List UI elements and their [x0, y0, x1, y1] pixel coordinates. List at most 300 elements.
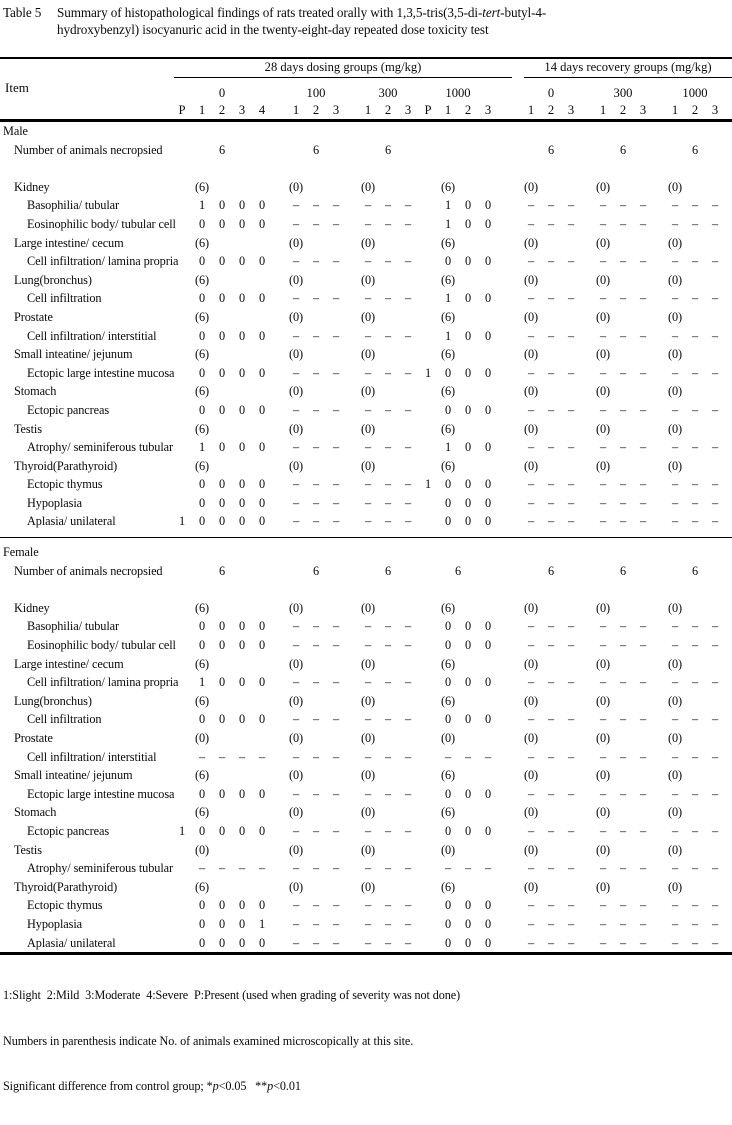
table-row [0, 878, 732, 897]
cell: 0 [198, 365, 206, 380]
cell: – [547, 477, 555, 492]
cell: (6) [440, 179, 456, 194]
cell: – [619, 254, 627, 269]
cell: (6) [194, 384, 210, 399]
cell: 0 [238, 823, 246, 838]
cell: – [527, 898, 535, 913]
table-row [0, 382, 732, 401]
cell: – [312, 749, 320, 764]
cell: 6 [547, 563, 555, 578]
cell: 6 [384, 563, 392, 578]
cell: – [404, 216, 412, 231]
cell: – [527, 861, 535, 876]
cell: – [599, 514, 607, 529]
cell: 0 [444, 823, 452, 838]
cell: 0 [258, 495, 266, 510]
cell: 0 [218, 823, 226, 838]
cell: – [527, 477, 535, 492]
row-label: Kidney [14, 179, 50, 194]
cell: – [404, 495, 412, 510]
cell: – [547, 365, 555, 380]
cell: – [547, 638, 555, 653]
row-label: Cell infiltration/ lamina propria [27, 254, 179, 269]
cell: – [404, 823, 412, 838]
cell: – [527, 638, 535, 653]
cell: – [619, 823, 627, 838]
cell: – [567, 402, 575, 417]
cell: (0) [595, 842, 611, 857]
cell: (0) [595, 458, 611, 473]
table-row [0, 494, 732, 513]
cell: 0 [218, 402, 226, 417]
row-label: Eosinophilic body/ tubular cell [27, 216, 176, 231]
cell: – [312, 495, 320, 510]
cell: – [384, 916, 392, 931]
subcol-label: 3 [639, 103, 647, 117]
cell: – [312, 477, 320, 492]
cell: (0) [194, 731, 210, 745]
cell: – [691, 638, 699, 653]
dose-label: 1000 [682, 86, 708, 100]
cell: 0 [484, 916, 492, 931]
cell: (6) [440, 272, 456, 287]
footnote-grading: 1:Slight 2:Mild 3:Moderate 4:Severe P:Present (used when grading of severity was not done) [3, 988, 461, 1003]
cell: – [691, 440, 699, 455]
cell: – [691, 495, 699, 510]
table-row [0, 710, 732, 729]
cell: – [639, 254, 647, 269]
cell: – [711, 916, 719, 931]
cell: – [639, 823, 647, 838]
cell: (0) [523, 384, 539, 399]
cell: – [711, 198, 719, 213]
row-label: Hypoplasia [27, 916, 83, 931]
cell: (6) [440, 384, 456, 399]
cell: 0 [484, 198, 492, 213]
cell: – [292, 638, 300, 653]
cell: – [444, 749, 452, 764]
dose-label: 0 [547, 86, 555, 100]
cell: (0) [288, 693, 304, 708]
cell: – [312, 916, 320, 931]
table-row [0, 785, 732, 804]
cell: 0 [198, 216, 206, 231]
subcol-label: P [178, 103, 186, 117]
cell: – [404, 619, 412, 634]
cell: (6) [440, 458, 456, 473]
cell: 0 [444, 898, 452, 913]
cell: – [364, 619, 372, 634]
cell: – [671, 365, 679, 380]
row-label: Ectopic pancreas [27, 823, 110, 838]
cell: – [671, 216, 679, 231]
cell: (0) [360, 384, 376, 399]
cell: – [671, 328, 679, 343]
cell: – [364, 712, 372, 727]
table-row [0, 599, 732, 618]
cell: – [599, 216, 607, 231]
cell: – [599, 365, 607, 380]
cell: (0) [288, 768, 304, 783]
cell: 0 [198, 898, 206, 913]
cell: – [292, 749, 300, 764]
cell: (0) [595, 235, 611, 250]
table-row [0, 327, 732, 346]
cell: 0 [198, 495, 206, 510]
cell: – [384, 216, 392, 231]
cell: – [567, 786, 575, 801]
cell: (6) [440, 347, 456, 362]
cell: – [527, 823, 535, 838]
cell: – [332, 365, 340, 380]
cell: (0) [523, 458, 539, 473]
cell: 0 [258, 935, 266, 950]
cell: (6) [440, 309, 456, 324]
subcol-label: 3 [567, 103, 575, 117]
cell: 0 [238, 495, 246, 510]
cell: – [691, 861, 699, 876]
cell: 0 [484, 619, 492, 634]
cell: – [292, 440, 300, 455]
cell: (0) [523, 309, 539, 324]
cell: 0 [258, 619, 266, 634]
cell: – [527, 440, 535, 455]
row-label: Eosinophilic body/ tubular cell [27, 638, 176, 653]
cell: – [639, 198, 647, 213]
cell: – [711, 495, 719, 510]
cell: (0) [595, 272, 611, 287]
table-row [0, 748, 732, 767]
cell: 6 [312, 563, 320, 578]
cell: – [639, 916, 647, 931]
dose-row [0, 85, 725, 101]
table-row [0, 934, 732, 953]
cell: – [332, 898, 340, 913]
cell: (0) [523, 879, 539, 894]
cell: – [599, 291, 607, 306]
cell: – [619, 328, 627, 343]
cell: – [527, 495, 535, 510]
cell: – [332, 440, 340, 455]
cell: – [404, 477, 412, 492]
cell: 0 [464, 916, 472, 931]
cell: (0) [667, 656, 683, 671]
cell: – [332, 619, 340, 634]
cell: – [384, 898, 392, 913]
cell: 1 [424, 365, 432, 380]
cell: – [527, 254, 535, 269]
cell: – [639, 935, 647, 950]
table-title-line1: Summary of histopathological findings of rats treated orally with 1,3,5-tris(3,5-di-tert-butyl-4- [57, 5, 547, 20]
cell: (0) [523, 600, 539, 615]
cell: (0) [667, 309, 683, 324]
cell: 0 [444, 619, 452, 634]
cell: – [639, 495, 647, 510]
table-row [0, 178, 732, 197]
cell: – [671, 495, 679, 510]
recovery-groups-header: 14 days recovery groups (mg/kg) [524, 60, 732, 78]
cell: – [711, 786, 719, 801]
cell: (0) [360, 693, 376, 708]
row-label: Ectopic pancreas [27, 402, 110, 417]
cell: – [332, 916, 340, 931]
table-row [0, 475, 732, 494]
cell: 0 [484, 495, 492, 510]
section-row [0, 543, 732, 562]
cell: – [364, 898, 372, 913]
cell: – [619, 675, 627, 690]
cell: – [671, 823, 679, 838]
cell: 0 [198, 712, 206, 727]
cell: – [639, 216, 647, 231]
cell: (6) [440, 693, 456, 708]
row-label: Cell infiltration/ lamina propria [27, 675, 179, 690]
row-label: Stomach [14, 384, 57, 399]
cell: (0) [523, 842, 539, 857]
cell: – [547, 440, 555, 455]
cell: (0) [667, 879, 683, 894]
cell: – [639, 675, 647, 690]
cell: – [384, 402, 392, 417]
cell: 0 [258, 638, 266, 653]
cell: – [527, 619, 535, 634]
cell: – [527, 749, 535, 764]
cell: – [691, 254, 699, 269]
cell: – [547, 898, 555, 913]
table-row [0, 457, 732, 476]
cell: 0 [258, 514, 266, 529]
cell: 0 [258, 786, 266, 801]
table-row [0, 636, 732, 655]
cell: 0 [258, 477, 266, 492]
cell: – [364, 823, 372, 838]
cell: (0) [523, 272, 539, 287]
cell: – [364, 365, 372, 380]
cell: – [464, 749, 472, 764]
cell: – [671, 198, 679, 213]
footnote-significance: Significant difference from control group; *p<0.05 **p<0.01 [3, 1079, 301, 1094]
cell: – [691, 365, 699, 380]
cell: – [332, 749, 340, 764]
cell: 0 [484, 638, 492, 653]
cell: – [364, 440, 372, 455]
subcol-label: 2 [384, 103, 392, 117]
cell: – [384, 861, 392, 876]
cell: – [639, 638, 647, 653]
cell: 0 [484, 254, 492, 269]
cell: (0) [288, 731, 304, 745]
dose-label: 300 [613, 86, 633, 100]
cell: 0 [464, 216, 472, 231]
cell: 1 [198, 675, 206, 690]
cell: – [404, 402, 412, 417]
table-row [0, 308, 732, 327]
cell: – [639, 365, 647, 380]
cell: – [639, 712, 647, 727]
cell: – [711, 898, 719, 913]
cell: – [671, 749, 679, 764]
table-row [0, 215, 732, 234]
cell: (0) [288, 656, 304, 671]
cell: 1 [444, 198, 452, 213]
cell: (0) [595, 805, 611, 820]
cell: – [292, 675, 300, 690]
table-row [0, 822, 732, 841]
cell: – [364, 198, 372, 213]
cell: 0 [444, 402, 452, 417]
cell: – [292, 477, 300, 492]
cell: – [671, 440, 679, 455]
subcol-label: P [424, 103, 432, 117]
cell: – [619, 638, 627, 653]
cell: – [619, 916, 627, 931]
subcol-label: 2 [619, 103, 627, 117]
cell: – [639, 440, 647, 455]
table-header [0, 59, 732, 119]
cell: – [312, 402, 320, 417]
cell: 0 [238, 328, 246, 343]
cell: – [312, 440, 320, 455]
cell: – [292, 328, 300, 343]
cell: (6) [440, 768, 456, 783]
cell: – [364, 291, 372, 306]
cell: – [292, 365, 300, 380]
cell: (0) [523, 235, 539, 250]
row-label: Cell infiltration/ interstitial [27, 749, 157, 764]
cell: – [332, 402, 340, 417]
cell: – [599, 675, 607, 690]
cell: – [527, 916, 535, 931]
cell: – [332, 861, 340, 876]
cell: – [619, 402, 627, 417]
cell: – [691, 291, 699, 306]
cell: 0 [218, 514, 226, 529]
cell: – [691, 477, 699, 492]
subcol-label: 3 [711, 103, 719, 117]
cell: – [599, 823, 607, 838]
cell: – [198, 749, 206, 764]
cell: (0) [440, 842, 456, 857]
cell: (6) [194, 179, 210, 194]
cell: – [332, 514, 340, 529]
cell: 0 [218, 198, 226, 213]
cell: – [691, 328, 699, 343]
cell: (0) [523, 421, 539, 436]
cell: (0) [523, 768, 539, 783]
cell: 0 [464, 254, 472, 269]
row-label: Female [3, 545, 39, 560]
cell: 0 [464, 638, 472, 653]
cell: – [671, 675, 679, 690]
row-label: Atrophy/ seminiferous tubular [27, 861, 174, 876]
row-label: Testis [14, 842, 42, 857]
cell: 0 [238, 216, 246, 231]
cell: (0) [667, 384, 683, 399]
cell: – [364, 861, 372, 876]
cell: (0) [360, 656, 376, 671]
row-label: Small inteatine/ jejunum [14, 347, 133, 362]
cell: 0 [238, 638, 246, 653]
cell: 0 [238, 786, 246, 801]
row-label: Cell infiltration [27, 291, 102, 306]
cell: (0) [595, 179, 611, 194]
cell: – [671, 402, 679, 417]
cell: – [404, 861, 412, 876]
cell: – [567, 861, 575, 876]
table-row [0, 896, 732, 915]
cell: 6 [691, 142, 699, 157]
cell: 0 [258, 402, 266, 417]
subcol-label: 1 [599, 103, 607, 117]
cell: 0 [198, 514, 206, 529]
cell: – [312, 638, 320, 653]
cell: 0 [198, 254, 206, 269]
cell: – [527, 402, 535, 417]
cell: – [384, 291, 392, 306]
cell: – [527, 291, 535, 306]
cell: – [384, 365, 392, 380]
cell: (0) [360, 458, 376, 473]
cell: (0) [667, 272, 683, 287]
cell: – [364, 495, 372, 510]
cell: (6) [440, 656, 456, 671]
cell: – [404, 440, 412, 455]
subcol-label: 3 [332, 103, 340, 117]
cell: (6) [440, 235, 456, 250]
cell: 0 [444, 365, 452, 380]
cell: (0) [595, 693, 611, 708]
cell: – [691, 216, 699, 231]
cell: – [258, 861, 266, 876]
cell: (0) [360, 309, 376, 324]
cell: (0) [595, 656, 611, 671]
table-row [0, 438, 732, 457]
row-label: Basophilia/ tubular [27, 619, 120, 634]
cell: 6 [312, 142, 320, 157]
subcol-label: 1 [671, 103, 679, 117]
cell: (6) [440, 600, 456, 615]
cell: – [527, 514, 535, 529]
cell: – [639, 291, 647, 306]
cell: 0 [444, 254, 452, 269]
cell: 0 [258, 328, 266, 343]
cell: (0) [595, 768, 611, 783]
cell: 0 [464, 514, 472, 529]
cell: 0 [258, 440, 266, 455]
row-label: Aplasia/ unilateral [27, 514, 116, 529]
cell: (0) [523, 731, 539, 745]
cell: – [404, 935, 412, 950]
row-label: Atrophy/ seminiferous tubular [27, 440, 174, 455]
cell: – [312, 675, 320, 690]
cell: – [671, 514, 679, 529]
cell: – [639, 514, 647, 529]
cell: – [547, 619, 555, 634]
cell: (0) [360, 347, 376, 362]
table-row [0, 289, 732, 308]
row-label: Ectopic large intestine mucosa [27, 365, 175, 380]
cell: 6 [619, 563, 627, 578]
cell: 0 [218, 254, 226, 269]
subcol-label: 2 [691, 103, 699, 117]
cell: – [364, 216, 372, 231]
cell: 0 [238, 619, 246, 634]
table-row [0, 915, 732, 934]
cell: – [691, 712, 699, 727]
cell: (0) [667, 421, 683, 436]
cell: – [384, 749, 392, 764]
cell: – [364, 675, 372, 690]
